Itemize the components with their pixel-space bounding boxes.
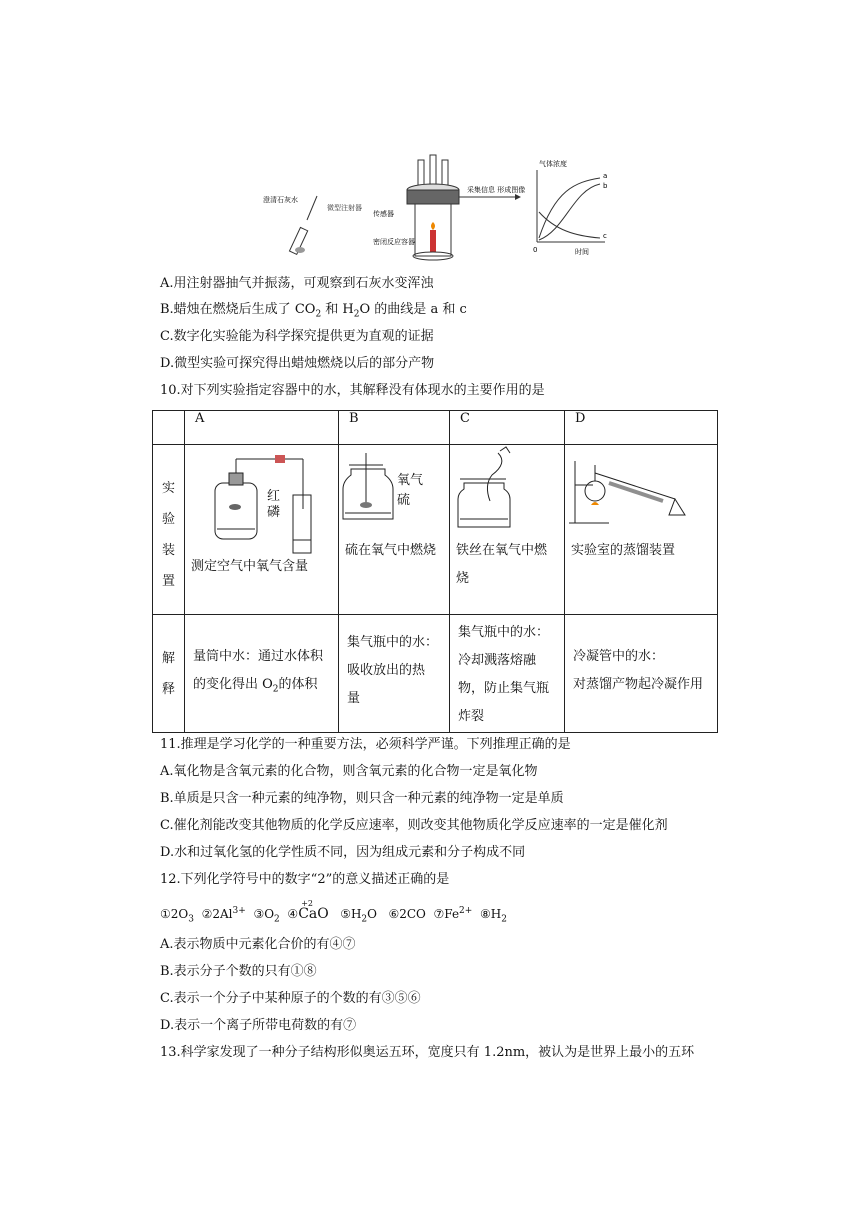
table-header-row xyxy=(153,411,718,445)
explanation-row-label: 解 释 xyxy=(153,615,185,733)
q11-option-b: B.单质是只含一种元素的纯净物，则只含一种元素的纯净物一定是单质 xyxy=(160,791,564,806)
origin-label: 0 xyxy=(533,246,538,254)
y-axis-label: 气体浓度 xyxy=(539,160,567,168)
q11-option-d: D.水和过氧化氢的化学性质不同，因为组成元素和分子构成不同 xyxy=(160,845,526,860)
syringe-tube-diagram xyxy=(289,196,317,254)
cell-d-explanation: 冷凝管中的水： 对蒸馏产物起冷凝作用 xyxy=(565,615,718,733)
header-c: C xyxy=(460,411,470,426)
cell-c-apparatus xyxy=(450,445,565,615)
collect-label: 采集信息 形成图像 xyxy=(467,186,526,194)
q11-stem: 11.推理是学习化学的一种重要方法，必须科学严谨。下列推理正确的是 xyxy=(160,737,571,752)
q11-option-a: A.氧化物是含氧元素的化合物，则含氧元素的化合物一定是氧化物 xyxy=(160,764,538,779)
cell-d-apparatus xyxy=(565,445,718,615)
apparatus-row-label: 实 验 装 置 xyxy=(153,445,185,615)
q10-table xyxy=(152,410,718,733)
cell-c-explanation: 集气瓶中的水： 冷却溅落熔融 物，防止集气瓶 炸裂 xyxy=(450,615,565,733)
cell-b-apparatus xyxy=(339,445,450,615)
q12-option-c: C.表示一个分子中某种原子的个数的有③⑤⑥ xyxy=(160,991,421,1006)
header-b: B xyxy=(349,411,359,426)
cell-a-explanation: 量筒中水：通过水体积 的变化得出 $O_2$的体积 xyxy=(185,615,339,733)
d-caption: 实验室的蒸馏装置 xyxy=(571,543,676,558)
curve-a-label: a xyxy=(603,172,608,180)
q10-stem: 10.对下列实验指定容器中的水，其解释没有体现水的主要作用的是 xyxy=(160,383,545,398)
cell-b-explanation: 集气瓶中的水： 吸收放出的热 量 xyxy=(339,615,450,733)
q9-option-c: C.数字化实验能为科学探究提供更为直观的证据 xyxy=(160,329,434,344)
apparatus-row xyxy=(153,445,718,615)
oxygen-content-apparatus xyxy=(185,445,335,557)
q12-option-a: A.表示物质中元素化合价的有④⑦ xyxy=(160,937,356,952)
a-caption: 测定空气中氧气含量 xyxy=(191,559,309,574)
curve-b-label: b xyxy=(603,182,608,190)
gas-concentration-graph xyxy=(537,170,608,242)
q11-option-c: C.催化剂能改变其他物质的化学反应速率，则改变其他物质化学反应速率的一定是催化剂 xyxy=(160,818,668,833)
sealed-vessel-diagram xyxy=(407,155,521,260)
distillation-apparatus xyxy=(565,445,715,531)
explanation-row xyxy=(153,615,718,733)
svg-text:微型注射器: 微型注射器 xyxy=(327,204,362,212)
cell-a-apparatus xyxy=(185,445,339,615)
limewater-label: 澄清石灰水 xyxy=(263,196,298,204)
q12-option-d: D.表示一个离子所带电荷数的有⑦ xyxy=(160,1018,357,1033)
header-d: D xyxy=(575,411,586,426)
q9-option-a: A.用注射器抽气并振荡，可观察到石灰水变浑浊 xyxy=(160,276,434,291)
curve-c-label: c xyxy=(603,232,607,240)
x-axis-label: 时间 xyxy=(575,248,589,256)
vessel-label: 密闭反应容器 xyxy=(373,238,415,246)
sensor-label: 传感器 xyxy=(373,210,394,218)
candle-experiment-figure xyxy=(255,150,615,265)
q12-option-b: B.表示分子个数的只有①⑧ xyxy=(160,964,317,979)
q9-option-d: D.微型实验可探究得出蜡烛燃烧以后的部分产物 xyxy=(160,356,435,371)
oxygen-label: 氧气 xyxy=(397,473,424,488)
q13-stem: 13.科学家发现了一种分子结构形似奥运五环，宽度只有 1.2nm，被认为是世界上最小的五环 xyxy=(160,1045,695,1060)
q12-stem: 12.下列化学符号中的数字“2”的意义描述正确的是 xyxy=(160,872,450,887)
sulfur-label: 硫 xyxy=(397,493,411,508)
q9-option-b: B.蜡烛在燃烧后生成了 $CO_2$ 和 $H_2O$ 的曲线是 a 和 c xyxy=(160,302,467,320)
red-label: 红 xyxy=(267,489,281,504)
header-a: A xyxy=(195,411,205,426)
c-caption: 铁丝在氧气中燃烧 xyxy=(456,543,548,586)
phosphorus-label: 磷 xyxy=(267,505,281,520)
q12-symbols: $①2O_3$ $②2Al^{3+}$ $③O_2$ ④ +2 CaO $⑤H_2O$ ⑥2CO $⑦Fe^{2+}$ $⑧H_2$ xyxy=(160,899,507,925)
b-caption: 硫在氧气中燃烧 xyxy=(345,543,437,558)
